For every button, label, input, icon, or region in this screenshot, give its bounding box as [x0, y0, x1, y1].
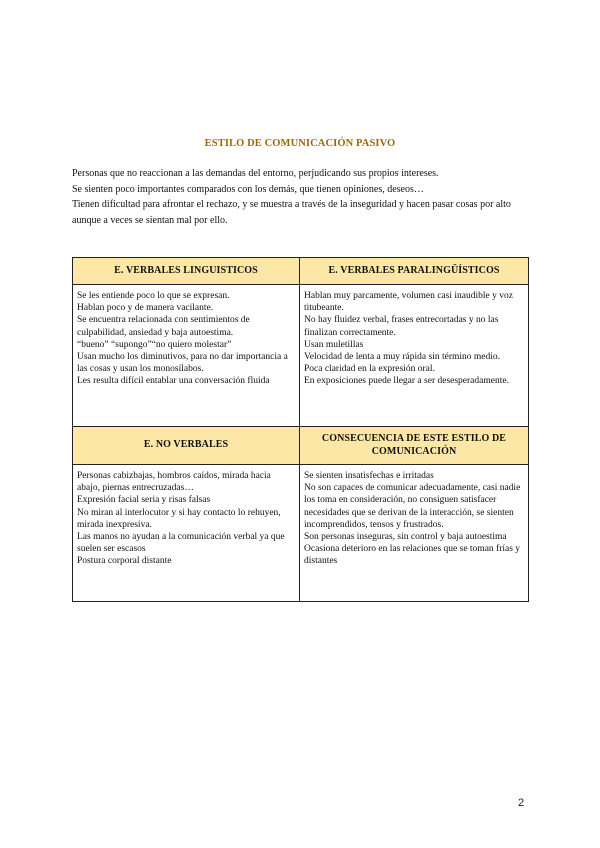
cell-line: Usan muletillas	[304, 339, 364, 350]
cell-line: “bueno” “supongo”“no quiero molestar”	[77, 339, 232, 350]
intro-paragraph	[72, 166, 530, 228]
cell-line: En exposiciones puede llegar a ser desesperadamente.	[304, 376, 509, 387]
cell-non-verbal	[73, 465, 300, 602]
cell-line: No hay fluidez verbal, frases entrecortadas y no las finalizan correctamente.	[304, 315, 499, 338]
intro-line: Tienen dificultad para afrontar el rechazo, y se muestra a través de la inseguridad y hacen pasar cosas por alto aunque a veces se sientan mal por ello.	[72, 199, 511, 226]
cell-line: Se sienten insatisfechas e irritadas	[304, 471, 434, 481]
header-consequence	[300, 427, 529, 465]
cell-line: Postura corporal distante	[77, 556, 172, 567]
header-verbal-linguistic	[73, 258, 300, 285]
cell-line: Velocidad de lenta a muy rápida sin término medio.	[304, 352, 501, 363]
cell-line: Poca claridad en la expresión oral.	[304, 364, 435, 375]
cell-lines	[73, 465, 299, 572]
cell-line: Usan mucho los diminutivos, para no dar importancia a las cosas y usan los monosílabos.	[77, 352, 288, 375]
cell-consequence	[300, 465, 529, 602]
cell-lines	[300, 285, 528, 392]
header-non-verbal	[73, 427, 300, 465]
intro-line: Personas que no reaccionan a las demandas del entorno, perjudicando sus propios intereses.	[72, 168, 439, 179]
communication-table	[72, 257, 529, 602]
cell-lines	[300, 465, 528, 572]
cell-line: Expresión facial seria y risas falsas	[77, 495, 211, 506]
cell-line: Hablan poco y de manera vacilante.	[77, 303, 214, 314]
intro-line: Se sienten poco importantes comparados con los demás, que tienen opiniones, deseos…	[72, 183, 424, 195]
cell-line: No son capaces de comunicar adecuadamente, casi nadie los toma en consideración, no consiguen satisfacer necesidades que se derivan de la interacción, se sienten incomprendidos, tensos y frustrados.	[304, 483, 521, 530]
cell-line: No miran al interlocutor y si hay contacto lo rehuyen, mirada inexpresiva.	[77, 507, 281, 530]
header-label: E. VERBALES LINGUISTICOS	[114, 264, 258, 276]
header-label: E. NO VERBALES	[143, 439, 229, 451]
page-title: ESTILO DE COMUNICACIÓN PASIVO	[204, 138, 396, 149]
cell-line: Les resulta difícil entablar una conversación fluida	[77, 376, 270, 387]
page-number: 2	[518, 797, 525, 809]
cell-line: Ocasiona deterioro en las relaciones que se toman frías y distantes	[304, 544, 521, 567]
cell-line: Personas cabizbajas, hombros caídos, mirada hacia abajo, piernas entrecruzadas…	[77, 471, 271, 494]
cell-line: Son personas inseguras, sin control y baja autoestima	[304, 532, 507, 543]
cell-line: Se encuentra relacionada con sentimientos de culpabilidad, ansiedad y baja autoestima.	[77, 315, 250, 338]
header-label: CONSECUENCIA DE ESTE ESTILO DE COMUNICACIÓN	[321, 433, 507, 457]
cell-verbal-paralinguistic	[300, 285, 529, 427]
header-verbal-paralinguistic	[300, 258, 529, 285]
cell-line: Hablan muy parcamente, volumen casi inaudible y voz titubeante.	[304, 291, 513, 314]
cell-line: Las manos no ayudan a la comunicación verbal ya que suelen ser escasos	[77, 532, 285, 555]
cell-line: Se les entiende poco lo que se expresan.	[77, 291, 230, 301]
header-label: E. VERBALES PARALINGÜÍSTICOS	[328, 264, 500, 276]
cell-verbal-linguistic	[73, 285, 300, 427]
cell-lines	[73, 285, 299, 392]
